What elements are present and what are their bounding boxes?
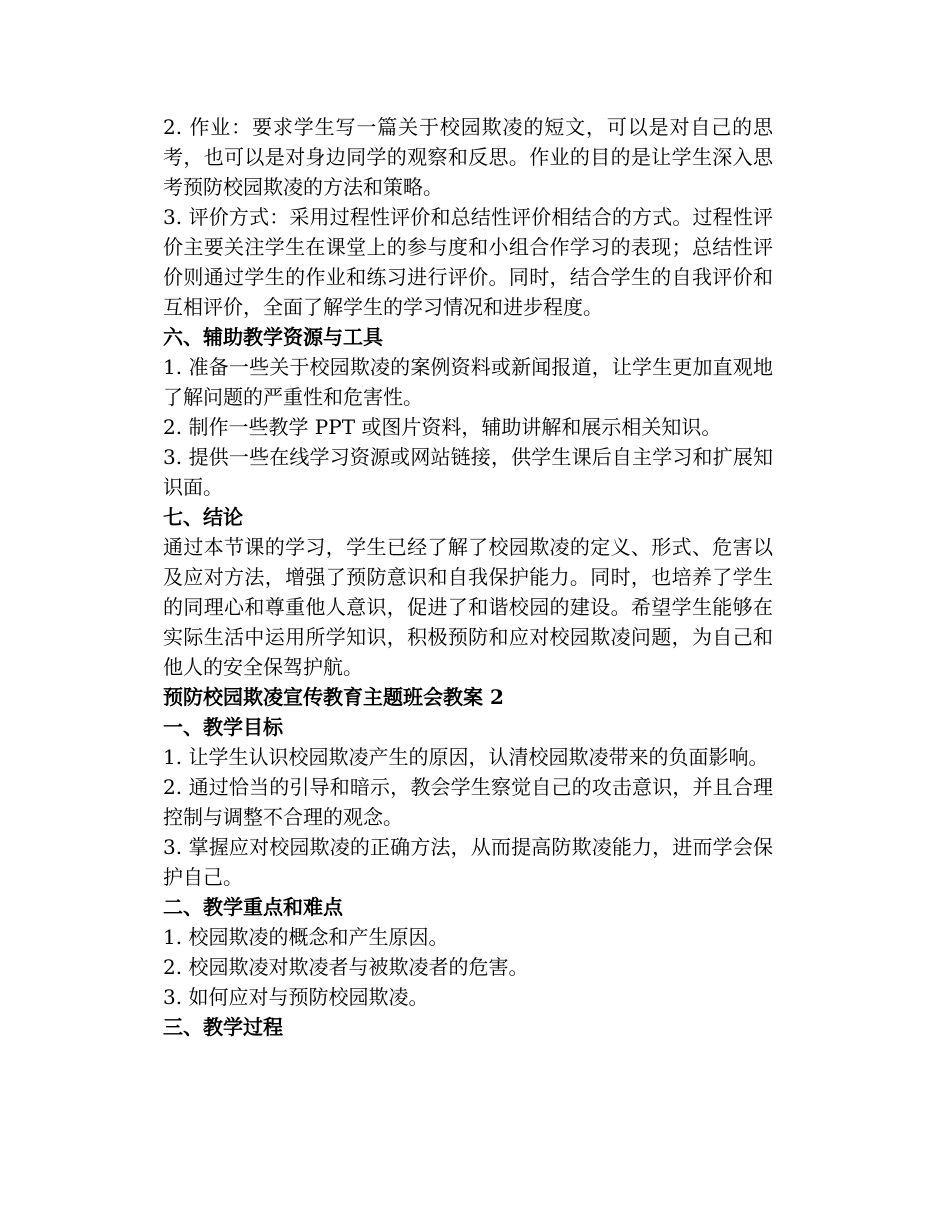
section-heading-process: 三、教学过程 [163, 1015, 283, 1039]
goal-item-3: 3. 掌握应对校园欺凌的正确方法，从而提高防欺凌能力，进而学会保护自己。 [163, 835, 773, 889]
conclusion-paragraph: 通过本节课的学习，学生已经了解了校园欺凌的定义、形式、危害以及应对方法，增强了预防意识和自我保护能力。同时，也培养了学生的同理心和尊重他人意识，促进了和谐校园的建设。希望学生能够在实际生活中运用所学知识，积极预防和应对校园欺凌问题，为自己和他人的安全保驾护航。 [163, 535, 773, 679]
section-heading-resources: 六、辅助教学资源与工具 [163, 325, 383, 349]
resource-item-2: 2. 制作一些教学 PPT 或图片资料，辅助讲解和展示相关知识。 [163, 415, 722, 439]
key-point-item-2: 2. 校园欺凌对欺凌者与被欺凌者的危害。 [163, 955, 529, 979]
document-page [163, 112, 773, 1042]
goal-item-2: 2. 通过恰当的引导和暗示，教会学生察觉自己的攻击意识，并且合理控制与调整不合理的观念。 [163, 775, 773, 829]
key-point-item-3: 3. 如何应对与预防校园欺凌。 [163, 985, 429, 1009]
resource-item-1: 1. 准备一些关于校园欺凌的案例资料或新闻报道，让学生更加直观地了解问题的严重性和危害性。 [163, 355, 773, 409]
key-point-item-1: 1. 校园欺凌的概念和产生原因。 [163, 925, 449, 949]
homework-paragraph: 2. 作业：要求学生写一篇关于校园欺凌的短文，可以是对自己的思考，也可以是对身边同学的观察和反思。作业的目的是让学生深入思考预防校园欺凌的方法和策略。 [163, 115, 773, 199]
section-heading-key-points: 二、教学重点和难点 [163, 895, 343, 919]
section-heading-conclusion: 七、结论 [163, 505, 243, 529]
goal-item-1: 1. 让学生认识校园欺凌产生的原因，认清校园欺凌带来的负面影响。 [163, 745, 769, 769]
evaluation-paragraph: 3. 评价方式：采用过程性评价和总结性评价相结合的方式。过程性评价主要关注学生在课堂上的参与度和小组合作学习的表现；总结性评价则通过学生的作业和练习进行评价。同时，结合学生的自我评价和互相评价，全面了解学生的学习情况和进步程度。 [163, 205, 773, 319]
resource-item-3: 3. 提供一些在线学习资源或网站链接，供学生课后自主学习和扩展知识面。 [163, 445, 773, 499]
section-heading-goals: 一、教学目标 [163, 715, 283, 739]
lesson-plan-title: 预防校园欺凌宣传教育主题班会教案 2 [163, 685, 504, 709]
